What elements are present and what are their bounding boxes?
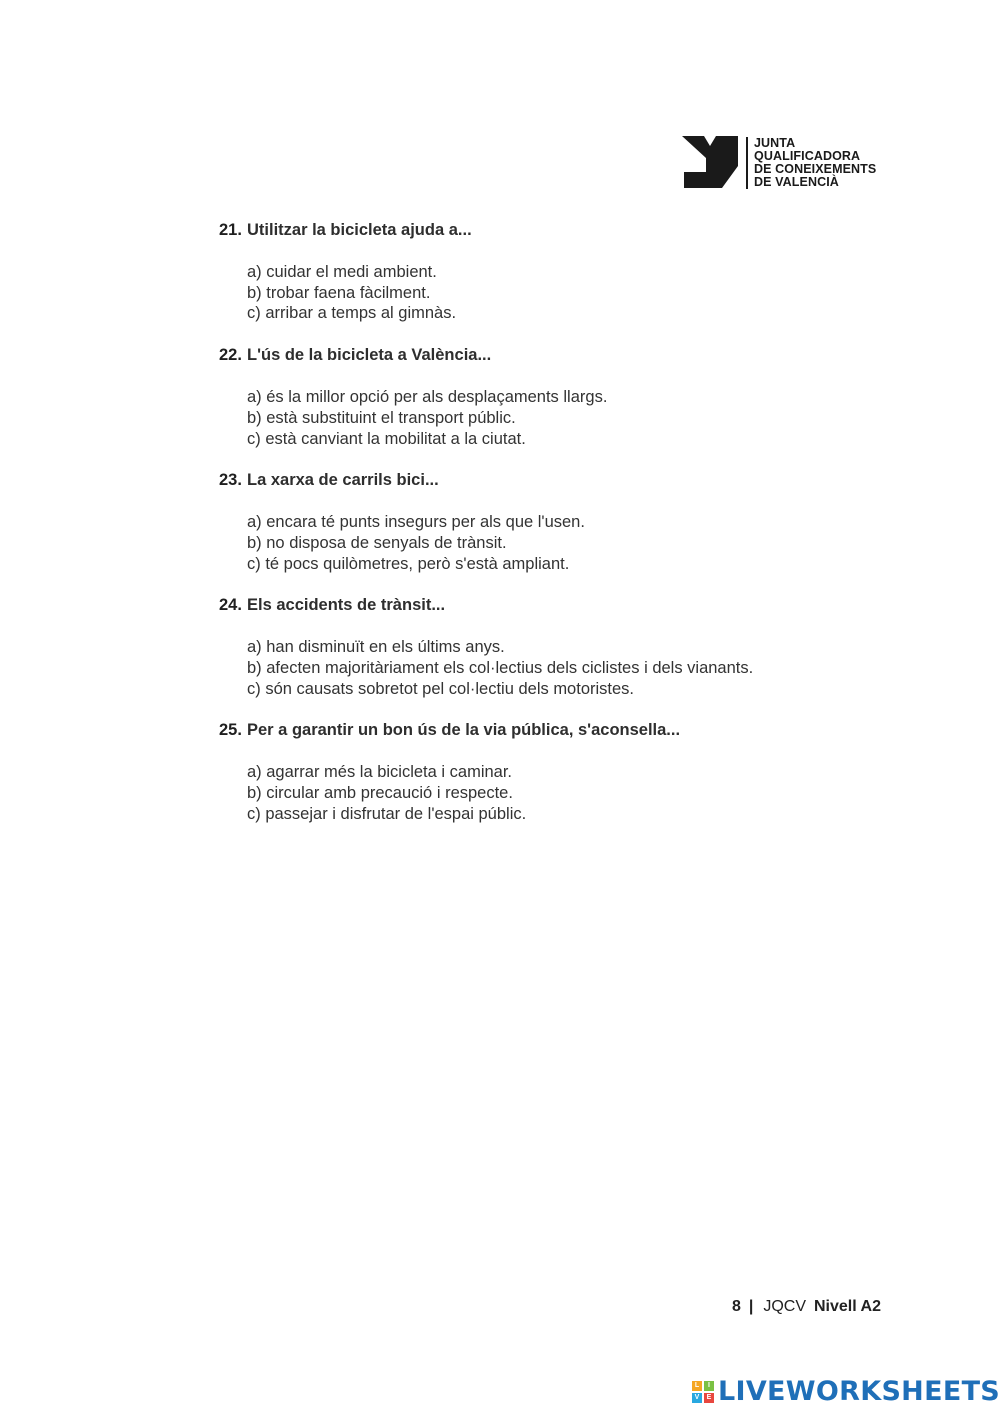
option-list: [219, 762, 859, 824]
question-title: [219, 470, 859, 491]
option-b[interactable]: b) circular amb precaució i respecte.: [247, 784, 513, 803]
logo-block: V: [692, 1393, 702, 1403]
option-list: [219, 512, 859, 574]
question-number: 22.: [219, 346, 242, 365]
logo-line: QUALIFICADORA: [754, 149, 861, 163]
question-25: [219, 720, 859, 824]
page-number: 8: [731, 1298, 741, 1315]
logo-text: [754, 137, 876, 189]
page-footer: [732, 1298, 881, 1316]
logo-block: E: [704, 1393, 714, 1403]
option-a[interactable]: a) agarrar més la bicicleta i caminar.: [247, 763, 513, 782]
option-b[interactable]: b) trobar faena fàcilment.: [247, 283, 431, 302]
question-number: 21.: [219, 221, 242, 239]
logo-line: DE VALENCIÀ: [754, 175, 839, 189]
question-number: 24.: [219, 596, 242, 615]
option-a[interactable]: a) cuidar el medi ambient.: [247, 263, 437, 281]
question-title: [219, 720, 859, 741]
question-21: [219, 220, 859, 324]
question-title: [219, 220, 859, 241]
question-24: [219, 595, 859, 699]
logo-block: L: [692, 1381, 702, 1391]
option-a[interactable]: a) encara té punts insegurs per als que l'usen.: [247, 513, 585, 532]
question-number: 25.: [219, 721, 242, 740]
option-c[interactable]: c) té pocs quilòmetres, però s'està ampliant.: [247, 554, 570, 573]
logo-block: I: [704, 1381, 714, 1391]
option-b[interactable]: b) no disposa de senyals de trànsit.: [247, 533, 507, 552]
footer-level: Nivell A2: [814, 1298, 881, 1315]
logo-divider: [746, 137, 748, 189]
question-prompt: Per a garantir un bon ús de la via pública, s'aconsella...: [247, 721, 681, 740]
question-23: [219, 470, 859, 574]
question-number: 23.: [219, 471, 242, 490]
liveworksheets-logo-icon: [692, 1381, 714, 1403]
option-a[interactable]: a) han disminuït en els últims anys.: [247, 638, 505, 657]
jqcv-logo: [682, 136, 876, 190]
logo-line: DE CONEIXEMENTS: [754, 162, 877, 176]
footer-separator: |: [748, 1298, 754, 1315]
option-list: [219, 387, 859, 449]
option-c[interactable]: c) són causats sobretot pel col·lectiu dels motoristes.: [247, 679, 635, 698]
question-prompt: La xarxa de carrils bici...: [247, 471, 439, 490]
question-prompt: Utilitzar la bicicleta ajuda a...: [247, 221, 472, 239]
option-list: [219, 262, 859, 324]
liveworksheets-watermark: [692, 1376, 1000, 1407]
logo-line: JUNTA: [754, 136, 796, 150]
question-title: [219, 345, 859, 366]
option-a[interactable]: a) és la millor opció per als desplaçaments llargs.: [247, 388, 608, 407]
footer-org: JQCV: [763, 1298, 806, 1315]
jqcv-logo-mark-icon: [682, 136, 738, 190]
option-b[interactable]: b) està substituint el transport públic.: [247, 408, 516, 427]
question-prompt: Els accidents de trànsit...: [247, 596, 446, 615]
option-c[interactable]: c) arribar a temps al gimnàs.: [247, 304, 457, 323]
option-c[interactable]: c) està canviant la mobilitat a la ciutat.: [247, 429, 526, 448]
question-prompt: L'ús de la bicicleta a València...: [247, 346, 492, 365]
question-list: [219, 220, 859, 846]
option-c[interactable]: c) passejar i disfrutar de l'espai públic.: [247, 804, 527, 823]
liveworksheets-name: LIVEWORKSHEETS: [718, 1376, 1000, 1407]
question-title: [219, 595, 859, 616]
option-list: [219, 637, 859, 699]
option-b[interactable]: b) afecten majoritàriament els col·lectius dels ciclistes i dels vianants.: [247, 659, 754, 678]
question-22: [219, 345, 859, 449]
